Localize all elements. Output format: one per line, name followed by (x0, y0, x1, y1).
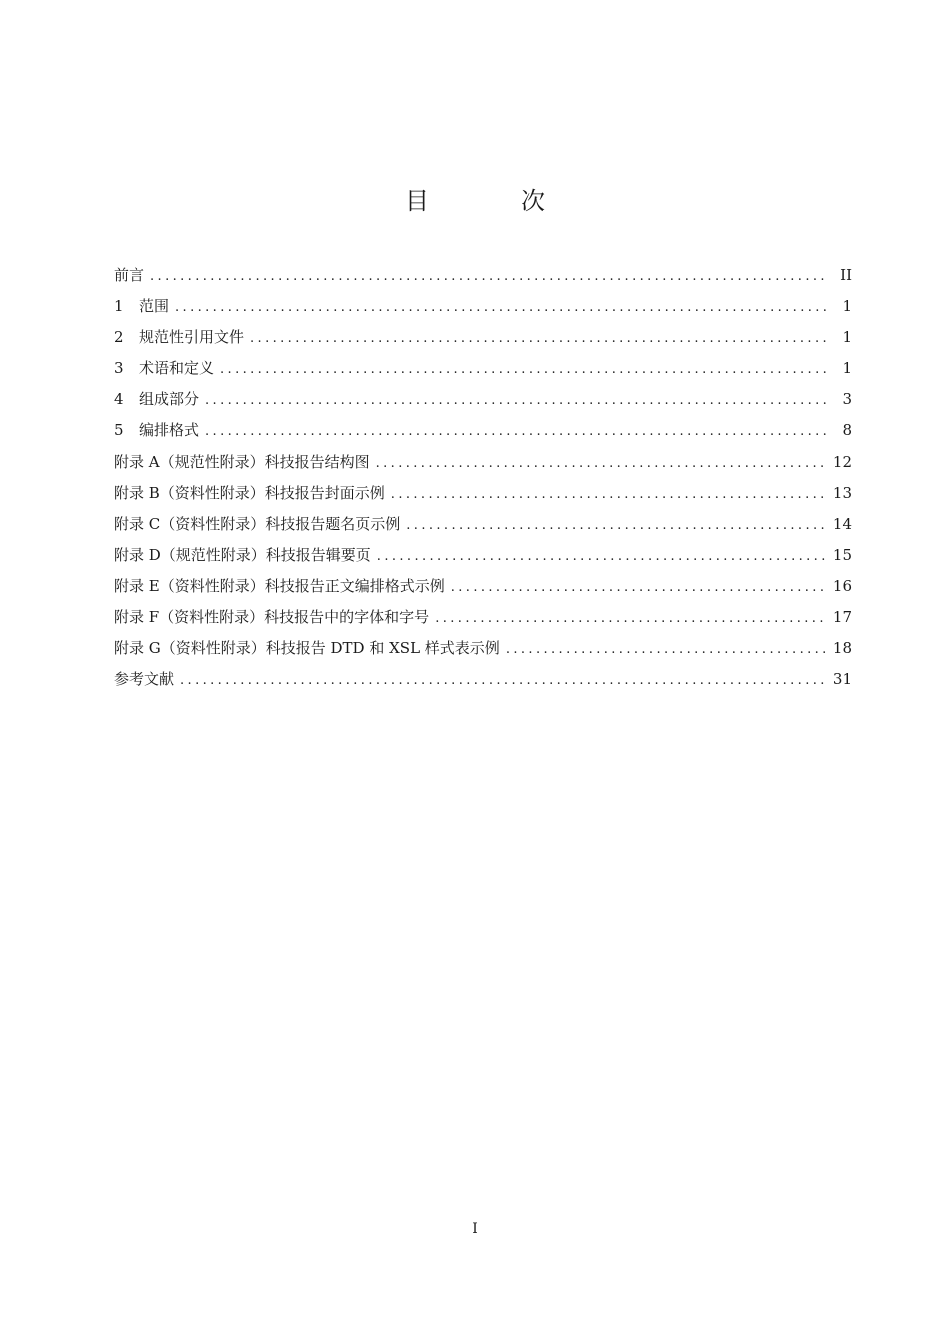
toc-entry-label (114, 355, 214, 381)
toc-entry-label (114, 542, 371, 568)
toc-leader-dots (250, 326, 826, 352)
toc-page-number: 31 (832, 670, 852, 689)
toc-entry-text: 参考文献 (114, 670, 175, 689)
toc-page-number: II (840, 266, 852, 284)
toc-section-number: 2 (114, 328, 124, 347)
toc-page-number: 13 (832, 483, 852, 502)
footer-page-number: I (472, 1221, 478, 1237)
toc-entry-appendix-g[interactable] (114, 635, 852, 666)
toc-entry-label (114, 324, 244, 350)
toc-leader-dots (451, 575, 825, 601)
toc-entry-text: 组成部分 (139, 390, 200, 409)
toc-entry-layout-format[interactable] (114, 417, 852, 448)
toc-entry-label (114, 666, 174, 692)
title-char-1: 目 (405, 187, 429, 215)
toc-entry-label (114, 480, 385, 506)
toc-entry-appendix-f[interactable] (114, 604, 852, 635)
toc-page-number: 1 (842, 328, 852, 347)
toc-leader-dots (205, 388, 826, 414)
toc-entry-text: 规范性引用文件 (139, 328, 245, 347)
toc-entry-label (114, 386, 199, 412)
toc-entry-components[interactable] (114, 386, 852, 417)
toc-entry-text: 附录 C（资料性附录）科技报告题名页示例 (114, 514, 401, 533)
toc-section-number: 5 (114, 421, 124, 440)
toc-leader-dots (376, 451, 825, 477)
toc-page-number: 8 (842, 421, 852, 440)
toc-page-number: 18 (832, 639, 852, 658)
toc-entry-label (114, 573, 445, 599)
toc-entry-label (114, 293, 169, 319)
toc-entry-normative-references[interactable] (114, 324, 852, 355)
toc-leader-dots (391, 482, 825, 508)
toc-entry-appendix-b[interactable] (114, 480, 852, 511)
toc-section-number: 3 (114, 359, 124, 378)
toc-entry-text: 前言 (114, 266, 145, 284)
toc-entry-text: 附录 G（资料性附录）科技报告 DTD 和 XSL 样式表示例 (114, 639, 500, 658)
table-of-contents (114, 262, 852, 697)
toc-section-number: 4 (114, 390, 124, 409)
toc-page-number: 17 (832, 608, 852, 627)
toc-leader-dots (220, 357, 826, 383)
toc-leader-dots (175, 295, 826, 321)
toc-entry-label (114, 262, 144, 288)
toc-entry-label (114, 635, 500, 661)
title-char-2: 次 (521, 187, 545, 215)
toc-entry-label (114, 511, 400, 537)
toc-entry-preface[interactable] (114, 262, 852, 293)
toc-section-number: 1 (114, 297, 124, 316)
toc-leader-dots (150, 264, 826, 290)
toc-entry-label (114, 417, 199, 443)
toc-entry-text: 范围 (139, 297, 170, 316)
toc-entry-label (114, 604, 429, 630)
toc-leader-dots (180, 668, 825, 694)
toc-entry-text: 附录 F（资料性附录）科技报告中的字体和字号 (114, 608, 430, 627)
toc-page-number: 14 (832, 514, 852, 533)
toc-entry-appendix-a[interactable] (114, 449, 852, 480)
toc-leader-dots (377, 544, 825, 570)
toc-entry-text: 附录 E（资料性附录）科技报告正文编排格式示例 (114, 576, 445, 595)
toc-page-number: 12 (832, 452, 852, 471)
toc-leader-dots (406, 513, 825, 539)
toc-page-number: 16 (832, 576, 852, 595)
toc-leader-dots (435, 606, 825, 632)
toc-entry-appendix-c[interactable] (114, 511, 852, 542)
toc-entry-text: 编排格式 (139, 421, 200, 440)
toc-page-number: 3 (842, 390, 852, 409)
toc-leader-dots (506, 637, 825, 663)
toc-page-number: 1 (842, 297, 852, 316)
toc-entry-text: 附录 B（资料性附录）科技报告封面示例 (114, 483, 385, 502)
toc-entry-text: 术语和定义 (139, 359, 215, 378)
page-title (0, 184, 950, 218)
toc-page-number: 15 (832, 545, 852, 564)
toc-page-number: 1 (842, 359, 852, 378)
toc-entry-appendix-d[interactable] (114, 542, 852, 573)
toc-entry-text: 附录 D（规范性附录）科技报告辑要页 (114, 545, 371, 564)
toc-entry-text: 附录 A（规范性附录）科技报告结构图 (114, 452, 370, 471)
toc-entry-terms[interactable] (114, 355, 852, 386)
toc-leader-dots (205, 419, 826, 445)
toc-entry-bibliography[interactable] (114, 666, 852, 697)
toc-entry-scope[interactable] (114, 293, 852, 324)
toc-entry-appendix-e[interactable] (114, 573, 852, 604)
toc-entry-label (114, 449, 370, 475)
